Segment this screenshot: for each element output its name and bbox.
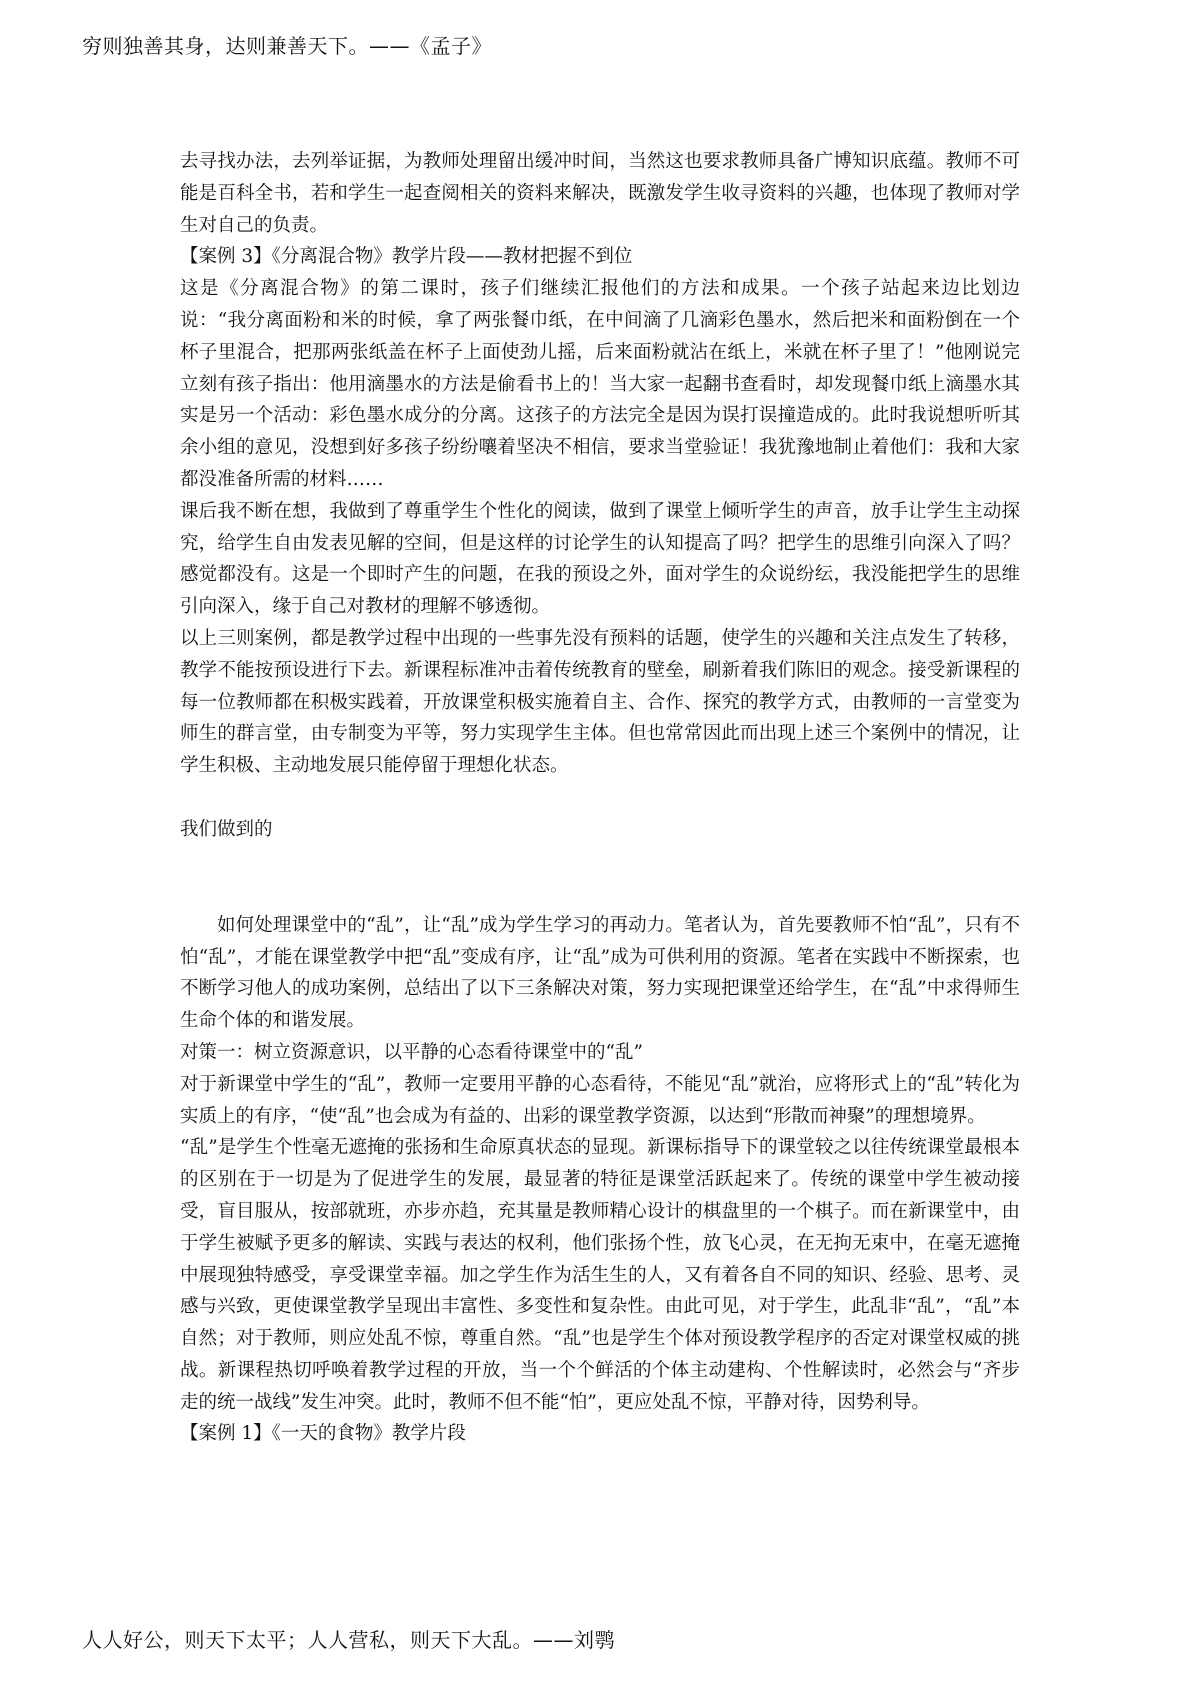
spacer [180,782,1020,814]
paragraph: 如何处理课堂中的“乱”，让“乱”成为学生学习的再动力。笔者认为，首先要教师不怕“乱”，只有不怕“乱”，才能在课堂教学中把“乱”变成有序，让“乱”成为可供利用的资源。笔者在实践中不断探索，也不断学习他人的成功案例，总结出了以下三条解决对策，努力实现把课堂还给学生，在“乱”中求得师生生命个体的和谐发展。 [180,914,1020,1032]
footer-quote: 人人好公，则天下太平；人人营私，则天下大乱。——刘鹗 [82,1628,615,1652]
paragraph: 对于新课堂中学生的“乱”，教师一定要用平静的心态看待，不能见“乱”就治，应将形式上的“乱”转化为实质上的有序，“使“乱”也会成为有益的、出彩的课堂教学资源，以达到“形散而神聚”的理想境界。 [180,1073,1020,1127]
spacer [180,846,1020,910]
paragraph: “乱”是学生个性毫无遮掩的张扬和生命原真状态的显现。新课标指导下的课堂较之以往传统课堂最根本的区别在于一切是为了促进学生的发展，最显著的特征是课堂活跃起来了。传统的课堂中学生被动接受，盲目服从，按部就班，亦步亦趋，充其量是教师精心设计的棋盘里的一个棋子。而在新课堂中，由于学生被赋予更多的解读、实践与表达的权利，他们张扬个性，放飞心灵，在无拘无束中，在毫无遮掩中展现独特感受，享受课堂幸福。加之学生作为活生生的人，又有着各自不同的知识、经验、思考、灵感与兴致，更使课堂教学呈现出丰富性、多变性和复杂性。由此可见，对于学生，此乱非“乱”，“乱”本自然；对于教师，则应处乱不惊，尊重自然。“乱”也是学生个体对预设教学程序的否定对课堂权威的挑战。新课程热切呼唤着教学过程的开放，当一个个鲜活的个体主动建构、个性解读时，必然会与“齐步走的统一战线”发生冲突。此时，教师不但不能“怕”，更应处乱不惊，平静对待，因势利导。 [180,1137,1020,1413]
case-heading: 【案例 1】《一天的食物》教学片段 [180,1423,466,1445]
case-heading: 【案例 3】《分离混合物》教学片段——教材把握不到位 [180,246,633,268]
paragraph: 以上三则案例，都是教学过程中出现的一些事先没有预料的话题，使学生的兴趣和关注点发生了转移，教学不能按预设进行下去。新课程标准冲击着传统教育的壁垒，刷新着我们陈旧的观念。接受新课程的每一位教师都在积极实践着，开放课堂积极实施着自主、合作、探究的教学方式，由教师的一言堂变为师生的群言堂，由专制变为平等，努力实现学生主体。但也常常因此而出现上述三个案例中的情况，让学生积极、主动地发展只能停留于理想化状态。 [180,627,1020,777]
strategy-heading: 对策一：树立资源意识，以平静的心态看待课堂中的“乱” [180,1041,643,1063]
section-heading: 我们做到的 [180,818,273,840]
document-body [180,146,1020,1450]
paragraph: 课后我不断在想，我做到了尊重学生个性化的阅读，做到了课堂上倾听学生的声音，放手让学生主动探究，给学生自由发表见解的空间，但是这样的讨论学生的认知提高了吗？把学生的思维引向深入了吗？感觉都没有。这是一个即时产生的问题，在我的预设之外，面对学生的众说纷纭，我没能把学生的思维引向深入，缘于自己对教材的理解不够透彻。 [180,500,1020,618]
header-quote: 穷则独善其身，达则兼善天下。——《孟子》 [82,34,492,58]
paragraph: 去寻找办法，去列举证据，为教师处理留出缓冲时间，当然这也要求教师具备广博知识底蕴。教师不可能是百科全书，若和学生一起查阅相关的资料来解决，既激发学生收寻资料的兴趣，也体现了教师对学生对自己的负责。 [180,151,1020,236]
paragraph: 这是《分离混合物》的第二课时，孩子们继续汇报他们的方法和成果。一个孩子站起来边比划边说：“我分离面粉和米的时候，拿了两张餐巾纸，在中间滴了几滴彩色墨水，然后把米和面粉倒在一个杯子里混合，把那两张纸盖在杯子上面使劲儿摇，后来面粉就沾在纸上，米就在杯子里了！”他刚说完立刻有孩子指出：他用滴墨水的方法是偷看书上的！当大家一起翻书查看时，却发现餐巾纸上滴墨水其实是另一个活动：彩色墨水成分的分离。这孩子的方法完全是因为误打误撞造成的。此时我说想听听其余小组的意见，没想到好多孩子纷纷嚷着坚决不相信，要求当堂验证！我犹豫地制止着他们：我和大家都没准备所需的材料…… [180,278,1020,490]
